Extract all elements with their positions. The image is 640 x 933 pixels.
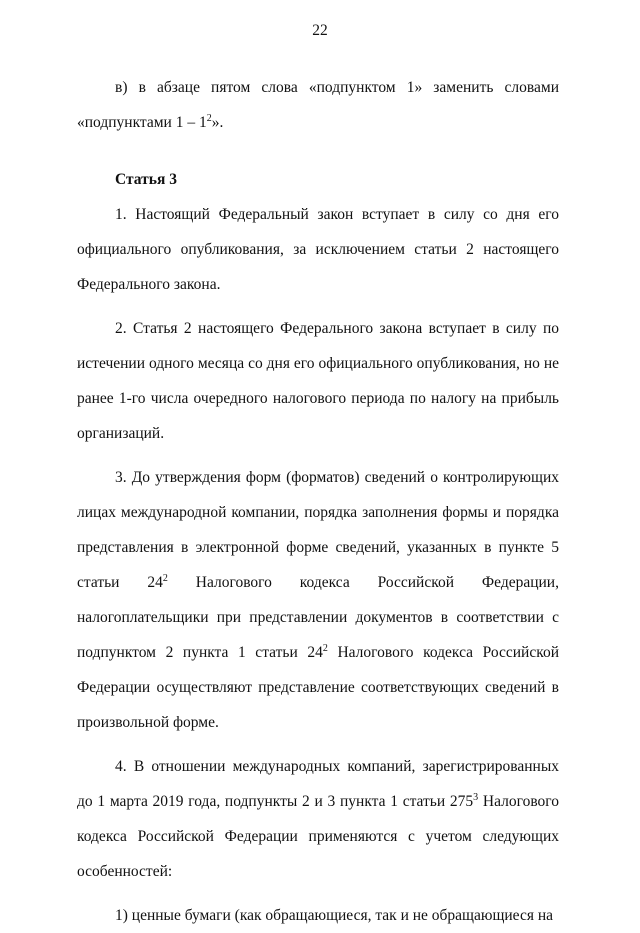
paragraph-3-part1: 3. До утверждения форм (форматов) сведений о контролирующих лицах международной компании, порядка заполнения формы и порядка представления в электронной форме сведений, указанных в пункте 5 статьи 24 — [77, 469, 559, 591]
paragraph-3-part3: Налогового кодекса Российской Федерации осуществляют представление соответствующих сведений в произвольной форме. — [77, 644, 559, 731]
superscript: 3 — [473, 791, 479, 803]
document-body — [77, 70, 559, 933]
superscript: 2 — [206, 112, 212, 124]
paragraph-amendment-text: в) в абзаце пятом слова «подпунктом 1» заменить словами «подпунктами 1 – 1 — [77, 79, 559, 131]
paragraph-amendment — [77, 70, 559, 140]
paragraph-3-part2: Налогового кодекса Российской Федерации, налогоплательщики при представлении документов в соответствии с подпунктом 2 пункта 1 статьи 24 — [77, 574, 559, 661]
paragraph-4 — [77, 749, 559, 889]
paragraph-5: 1) ценные бумаги (как обращающиеся, так и не обращающиеся на — [115, 907, 554, 924]
superscript: 2 — [322, 642, 328, 654]
paragraph-1: 1. Настоящий Федеральный закон вступает в силу со дня его официального опубликования, за исключением статьи 2 настоящего Федерального закона. — [77, 206, 559, 293]
page-number: 22 — [312, 22, 328, 39]
paragraph-3 — [77, 460, 559, 740]
paragraph-amendment-tail: ». — [211, 114, 224, 131]
article-heading: Статья 3 — [115, 171, 177, 188]
paragraph-4-part2: Налогового кодекса Российской Федерации применяются с учетом следующих особенностей: — [77, 793, 560, 880]
paragraph-2: 2. Статья 2 настоящего Федерального закона вступает в силу по истечении одного месяца со дня его официального опубликования, но не ранее 1-го числа очередного налогового периода по налогу на прибыль организаций. — [77, 320, 559, 442]
superscript: 2 — [162, 572, 168, 584]
paragraph-4-part1: 4. В отношении международных компаний, зарегистрированных до 1 марта 2019 года, подпункты 2 и 3 пункта 1 статьи 275 — [77, 758, 559, 810]
